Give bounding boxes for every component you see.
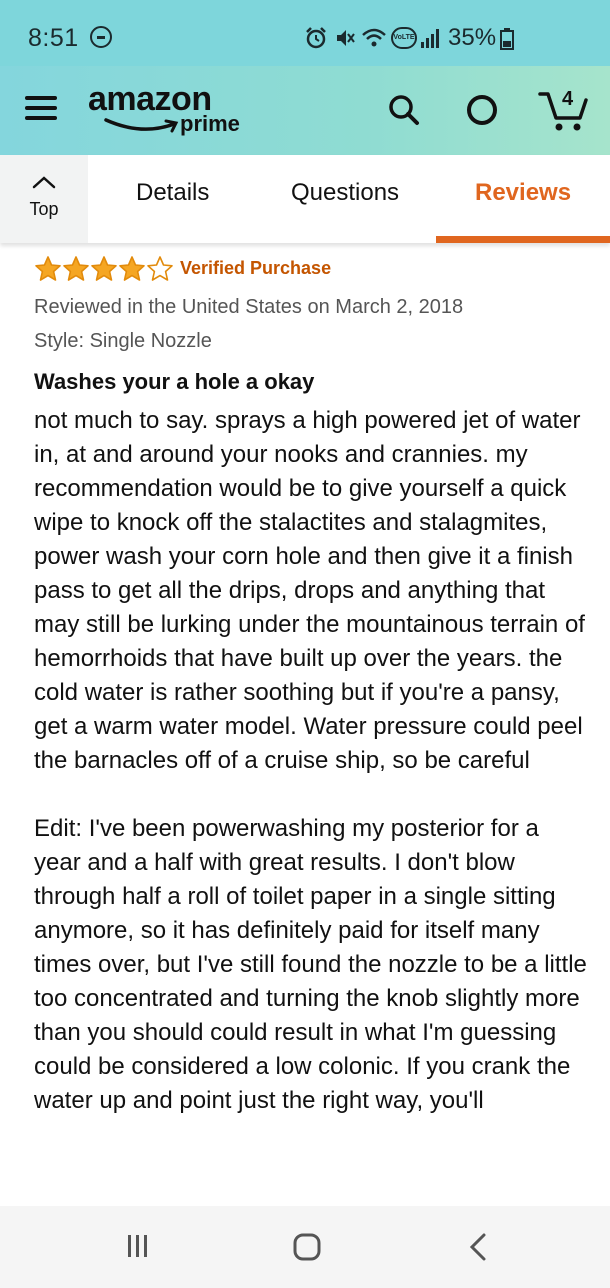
home-icon[interactable] (292, 1232, 322, 1262)
logo-text: amazon (88, 80, 212, 118)
system-nav-bar (0, 1206, 610, 1288)
active-tab-indicator (436, 236, 610, 243)
app-header (0, 66, 610, 155)
cart-count: 4 (562, 88, 574, 110)
review-body: not much to say. sprays a high powered jet of water in, at and around your nooks and crannies. my recommendation would be to give yourself a quick wipe to knock off the stalactites and stalagmites, power wash your corn hole and then give it a finish pass to get all the drips, drops and anything that may still be lurking under the mountainous terrain of hemorrhoids that have built up over the years. the cold water is rather soothing but if you're a pansy, get a warm water model. Water pressure could peel the barnacles off of a cruise ship, so be careful Edit: I've been powerwashing my posterior for a year and a half with great results. I don't blow through half a roll of toilet paper in a single sitting anymore, so it has definitely paid for itself many times over, but I've still found the nozzle to be a little too concentrated and turning the knob slightly more than you should could result in what I'm guessing could be considered a low colonic. If you crank the water up and point just the right way, you'll (34, 407, 587, 1114)
review-date: Reviewed in the United States on March 2, 2018 (34, 296, 464, 318)
amazon-prime-logo[interactable] (88, 80, 258, 142)
star-rating (34, 255, 174, 283)
volte-badge (391, 27, 417, 49)
star-filled-icon (62, 255, 90, 283)
tab-questions[interactable]: Questions (291, 179, 400, 206)
signal-icon (420, 28, 442, 48)
star-filled-icon (34, 255, 62, 283)
star-empty-icon (146, 255, 174, 283)
smile-arrow-icon (104, 116, 184, 134)
star-filled-icon (118, 255, 146, 283)
alexa-icon[interactable] (462, 90, 502, 130)
tab-top[interactable] (0, 155, 88, 243)
status-time: 8:51 (28, 24, 79, 52)
battery-percent: 35% (448, 24, 497, 51)
review-style[interactable]: Style: Single Nozzle (34, 330, 212, 352)
alarm-icon (304, 26, 328, 50)
tab-details[interactable]: Details (136, 179, 210, 206)
verified-purchase-badge[interactable]: Verified Purchase (180, 258, 332, 278)
recent-apps-icon[interactable] (124, 1232, 152, 1260)
menu-icon[interactable] (25, 94, 57, 122)
tab-bar (0, 155, 610, 243)
star-filled-icon (90, 255, 118, 283)
back-icon[interactable] (466, 1232, 492, 1262)
status-bar (0, 0, 610, 66)
mute-icon (334, 27, 356, 49)
volte-label: VoLTE (393, 34, 415, 41)
wifi-icon (362, 28, 386, 48)
sync-icon (90, 26, 112, 48)
logo-sub: prime (180, 111, 240, 136)
search-icon[interactable] (384, 90, 424, 130)
chevron-up-icon (32, 175, 56, 189)
tab-top-label: Top (29, 199, 59, 219)
battery-icon (500, 28, 514, 50)
tab-reviews[interactable]: Reviews (475, 179, 572, 206)
review-title: Washes your a hole a okay (34, 369, 315, 394)
review-card (0, 243, 610, 1206)
